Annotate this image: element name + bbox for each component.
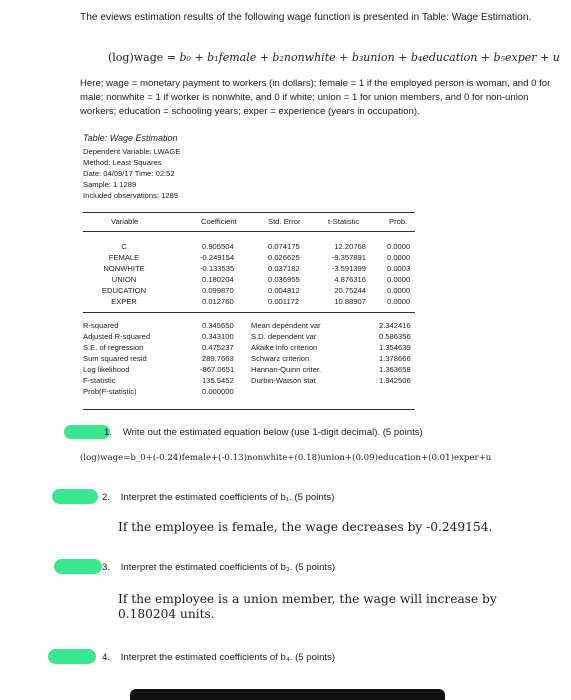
cell-std-error: 0.036955 [268,275,300,284]
stat-value: 0.586356 [379,332,411,341]
cell-t-statistic: 4.876316 [334,275,366,284]
highlight-mark [48,649,96,664]
question-number: 4. [102,652,111,663]
highlight-mark [54,559,102,574]
regression-statistics [83,313,415,410]
stat-value: 0.000000 [202,387,234,396]
header-std-error: Std. Error [268,217,301,226]
stat-label: Mean dependent var [251,321,321,330]
question-text: Interpret the estimated coefficients of b₄. (5 points) [120,652,336,663]
stat-row [83,332,415,343]
stat-row [83,365,415,376]
cell-std-error: 0.004812 [268,286,300,295]
header-t-statistic: t-Statistic [328,217,360,226]
stat-row [83,387,415,398]
stat-value: 1.363658 [379,365,411,374]
cell-std-error: 0.001172 [268,297,300,306]
bottom-overlay-bar [130,689,445,700]
stat-value: 1.942506 [379,376,411,385]
stat-row [83,376,415,387]
stat-label: S.D. dependent var [251,332,317,341]
cell-prob: 0.0000 [387,242,411,251]
table-meta-line: Dependent Variable: LWAGE [83,147,181,156]
cell-variable: EDUCATION [101,286,147,295]
stat-label: Log likelihood [83,365,130,374]
stat-value: 0.343100 [202,332,234,341]
cell-t-statistic: -3.591399 [331,264,366,273]
table-row [83,242,415,253]
header-coefficient: Coefficient [201,217,237,226]
table-meta-line: Included observations: 1289 [83,191,178,200]
question-number: 1. [104,427,113,438]
cell-std-error: 0.074175 [268,242,300,251]
stat-label: Hannan-Quinn criter. [251,365,322,374]
cell-variable: C [121,242,127,251]
estimation-table [83,212,415,410]
cell-coefficient: -0.133535 [200,264,235,273]
cell-variable: UNION [111,275,137,284]
wage-equation [108,51,560,64]
stat-row [83,343,415,354]
highlight-mark [52,489,98,504]
stat-value: 1.378666 [379,354,411,363]
stat-label: Schwarz criterion [251,354,310,363]
stat-label: Prob(F-statistic) [83,387,137,396]
stat-row [83,321,415,332]
cell-coefficient: 0.180204 [202,275,234,284]
answer-1: (log)wage=b_0+(-0.24)female+(-0.13)nonwhite+(0.18)union+(0.09)education+(0.01)exper+u [80,453,492,463]
variable-definitions: Here; wage = monetary payment to workers (in dollars); female = 1 if the employed person is woman, and 0 for male; nonwhite = 1 if worker is nonwhite, and 0 if white; union = 1 for union members, and 0 for non-union workers; education = schooling years; exper = experience (years in occupation). [80,78,551,117]
cell-coefficient: -0.249154 [200,253,235,262]
cell-prob: 0.0000 [387,253,411,262]
cell-variable: FEMALE [108,253,140,262]
stat-label: Sum squared resid [83,354,147,363]
table-row [83,275,415,286]
cell-std-error: 0.026625 [268,253,300,262]
header-variable: Variable [111,217,139,226]
equation-lhs: (log)wage [108,51,164,64]
table-row [83,286,415,297]
stat-value: 135.5452 [202,376,234,385]
answer-2: If the employee is female, the wage decreases by -0.249154. [118,520,493,534]
cell-prob: 0.0003 [387,264,411,273]
stat-value: 2.342416 [379,321,411,330]
question-1 [104,427,423,438]
question-text: Interpret the estimated coefficients of b₃. (5 points) [120,562,336,573]
table-meta-line: Sample: 1 1289 [83,180,137,189]
cell-prob: 0.0000 [387,297,411,306]
stat-value: 0.345650 [202,321,234,330]
stat-label: R-squared [83,321,119,330]
stat-label: Durbin-Watson stat [251,376,316,385]
question-number: 2. [102,492,111,503]
header-prob: Prob. [389,217,408,226]
cell-t-statistic: 10.88907 [334,297,366,306]
cell-variable: NONWHITE [103,264,145,273]
cell-t-statistic: 12.20768 [334,242,366,251]
cell-coefficient: 0.012760 [202,297,234,306]
equation-rhs: = b₀ + b₁female + b₂nonwhite + b₃union + b₄education + b₅exper + u [163,51,560,64]
stat-value: 289.7663 [202,354,234,363]
stat-label: F-statistic [83,376,116,385]
question-number: 3. [102,562,111,573]
table-row [83,297,415,308]
question-text: Write out the estimated equation below (use 1-digit decimal). (5 points) [122,427,423,438]
cell-coefficient: 0.099870 [202,286,234,295]
cell-prob: 0.0000 [387,275,411,284]
table-row [83,264,415,275]
table-meta-line: Method: Least Squares [83,158,162,167]
table-meta-line: Date: 04/09/17 Time: 02:52 [83,169,175,178]
question-2 [102,492,334,503]
stat-value: 0.475237 [202,343,234,352]
cell-std-error: 0.037182 [268,264,300,273]
intro-text: The eviews estimation results of the following wage function is presented in Table: Wage Estimation. [80,12,532,23]
question-text: Interpret the estimated coefficients of b₁. (5 points) [120,492,335,503]
cell-t-statistic: 20.75244 [334,286,366,295]
stat-value: -867.0651 [200,365,235,374]
cell-coefficient: 0.905504 [202,242,234,251]
stat-label: S.E. of regression [83,343,144,352]
coefficient-rows [83,232,415,313]
table-row [83,253,415,264]
table-title: Table: Wage Estimation [83,133,178,143]
cell-prob: 0.0000 [387,286,411,295]
cell-variable: EXPER [111,297,137,306]
answer-3: If the employee is a union member, the wage will increase by 0.180204 units. [118,592,497,621]
question-3 [102,562,335,573]
stat-row [83,354,415,365]
cell-t-statistic: -9.357891 [331,253,366,262]
stat-value: 1.354639 [379,343,411,352]
question-4 [102,652,335,663]
stat-label: Akaike info criterion [251,343,318,352]
stat-label: Adjusted R-squared [83,332,151,341]
table-header [83,212,415,232]
